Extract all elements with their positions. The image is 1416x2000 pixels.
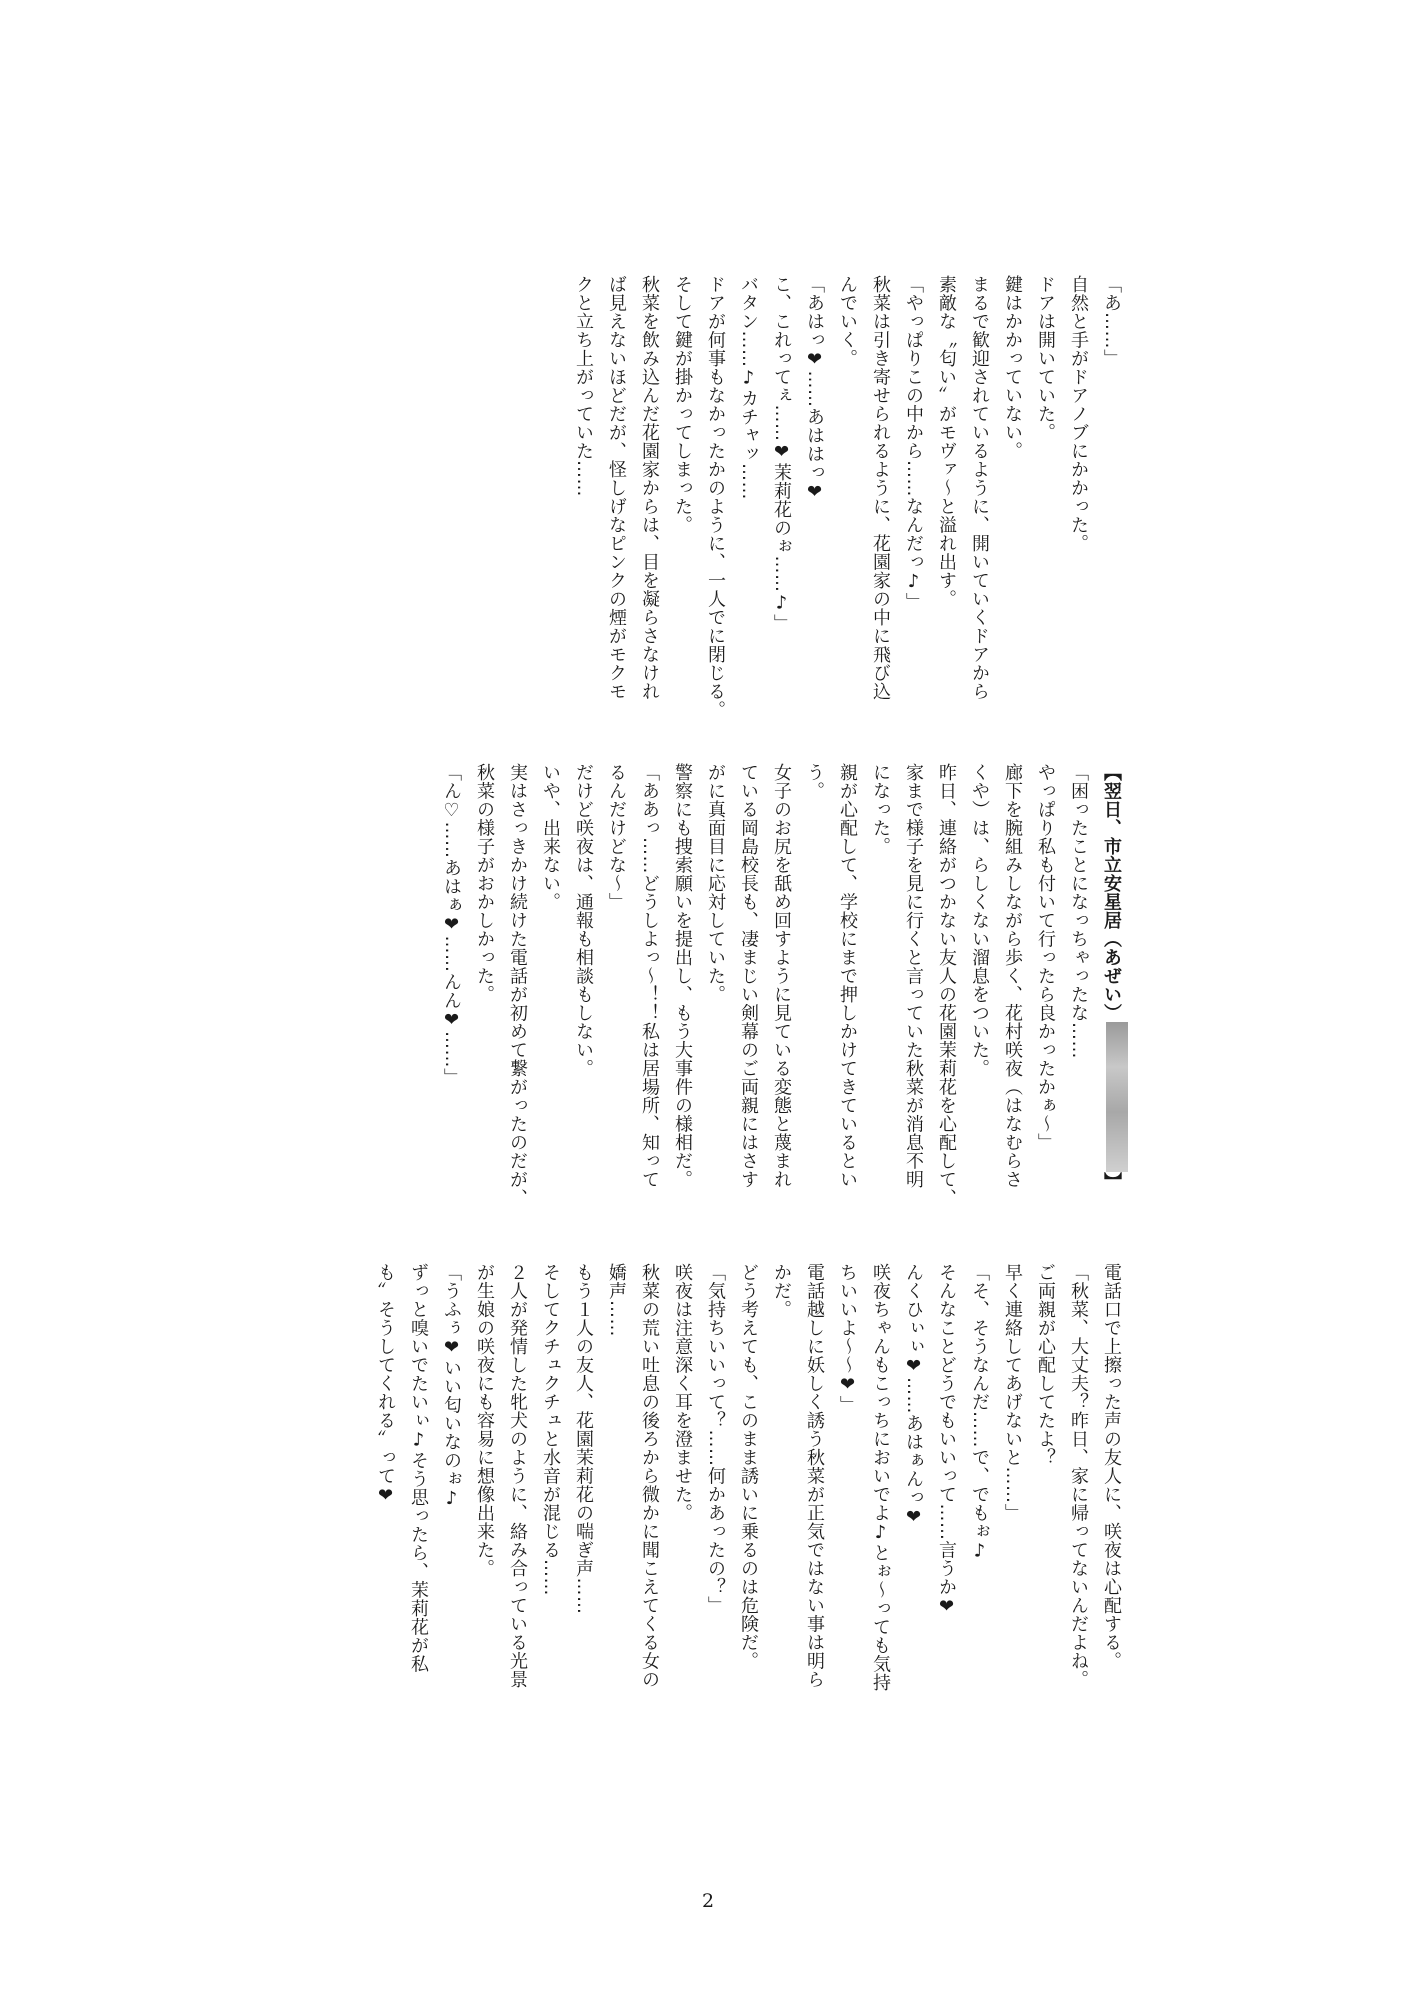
text-line: んでいく。 [837,275,858,368]
text-line: 実はさっきかけ続けた電話が初めて繋がったのだが、 [507,763,528,1207]
text-line: 「困ったことになっちゃったな…… [1068,763,1089,1059]
text-line: もう１人の友人、花園茉莉花の喘ぎ声…… [573,1263,594,1615]
section-heading [1095,763,1128,1258]
text-line: 秋菜の様子がおかしかった。 [474,763,495,1004]
text-line: 秋菜は引き寄せられるように、花園家の中に飛び込 [870,275,891,701]
text-line: 嬌声…… [606,1263,627,1337]
text-line: 秋菜の荒い吐息の後ろから微かに聞こえてくる女の [639,1263,660,1689]
text-line: どう考えても、このまま誘いに乗るのは危険だ。 [738,1263,759,1670]
text-line: そして鍵が掛かってしまった。 [672,275,693,534]
text-line: やっぱり私も付いて行ったら良かったかぁ～」 [1035,763,1056,1152]
text-line: 鍵はかかっていない。 [1002,275,1023,460]
text-line: まるで歓迎されているように、開いていくドアから [969,275,990,701]
section-heading-text: 【翌日、市立安星居（あぜい） [1101,763,1122,1022]
text-line: ている岡島校長も、凄まじい剣幕のご両親にはさす [738,763,759,1189]
text-line: ちいいよ～～❤」 [837,1263,858,1414]
text-line: 「そ、そうなんだ……で、でもぉ♪ [969,1263,990,1562]
text-line: 親が心配して、学校にまで押しかけてきているとい [837,763,858,1189]
page-number: 2 [701,1890,715,1912]
text-line: ずっと嗅いでたいぃ♪そう思ったら、茉莉花が私 [408,1263,429,1673]
text-line: 昨日、連絡がつかない友人の花園茉莉花を心配して、 [936,763,957,1207]
text-tier-bottom [248,1263,1128,1692]
text-line: クと立ち上がっていた…… [573,275,594,497]
text-line: がに真面目に応対していた。 [705,763,726,1004]
text-line: 電話越しに妖しく誘う秋菜が正気ではない事は明ら [804,1263,825,1689]
text-line: 家まで様子を見に行くと言っていた秋菜が消息不明 [903,763,924,1189]
text-line: こ、これってぇ……❤茉莉花のぉ……♪」 [771,275,792,633]
text-line: 電話口で上擦った声の友人に、咲夜は心配する。 [1101,1263,1122,1670]
text-line: ご両親が心配してたよ？ [1035,1263,1056,1467]
text-line: 「ああっ……どうしよっ～！！私は居場所、知って [639,763,660,1189]
text-line: になった。 [870,763,891,856]
text-line: 廊下を腕組みしながら歩く、花村咲夜（はなむらさ [1002,763,1023,1189]
text-line: んくひぃぃ❤……あはぁんっ❤ [903,1263,924,1528]
text-line: バタン……♪カチャッ…… [738,275,759,500]
text-line: るんだけどな～」 [606,763,627,911]
section-heading-close: 】 [1101,1172,1122,1191]
text-line: 咲夜は注意深く耳を澄ませた。 [672,1263,693,1522]
text-line: くや）は、らしくない溜息をついた。 [969,763,990,1078]
text-tier-top [248,275,1128,735]
text-line: ば見えないほどだが、怪しげなピンクの煙がモクモ [606,275,627,701]
text-line: 「秋菜、大丈夫？昨日、家に帰ってないんだよね。 [1068,1263,1089,1689]
text-line: いや、出来ない。 [540,763,561,911]
text-line: 素敵な〝匂い〟がモヴァ～と溢れ出す。 [936,275,957,608]
text-line: も〟そうしてくれる〟って❤ [375,1263,396,1507]
text-line: ドアは開いていた。 [1035,275,1056,442]
text-line: 自然と手がドアノブにかかった。 [1068,275,1089,553]
text-line: 「ん♡……あはぁ❤……んん❤……」 [441,763,462,1087]
text-line: 女子のお尻を舐め回すように見ている変態と蔑まれ [771,763,792,1189]
text-line: う。 [804,763,825,800]
text-line: 早く連絡してあげないと……」 [1002,1263,1023,1522]
text-line: 「気持ちいいって？……何かあったの？」 [705,1263,726,1615]
text-line: 秋菜を飲み込んだ花園家からは、目を凝らさなけれ [639,275,660,701]
censor-mosaic [1106,1022,1128,1172]
text-line: 「あはっ❤……あははっ❤ [804,275,825,503]
text-line: 「あ……」 [1101,275,1122,368]
text-line: 咲夜ちゃんもこっちにおいでよ♪とぉ～っても気持 [870,1263,891,1692]
text-line: だけど咲夜は、通報も相談もしない。 [573,763,594,1078]
text-line: 「やっぱりこの中から……なんだっ♪」 [903,275,924,611]
text-line: かだ。 [771,1263,792,1319]
text-line: ドアが何事もなかったかのように、一人でに閉じる。 [705,275,726,719]
text-line: 「うふぅ❤いい匂いなのぉ♪ [441,1263,462,1510]
text-line: そしてクチュクチュと水音が混じる…… [540,1263,561,1596]
text-line: 警察にも捜索願いを提出し、もう大事件の様相だ。 [672,763,693,1189]
text-line: が生娘の咲夜にも容易に想像出来た。 [474,1263,495,1578]
text-tier-middle [248,763,1128,1258]
text-line: そんなことどうでもいいって……言うか❤ [936,1263,957,1618]
text-line: ２人が発情した牝犬のように、絡み合っている光景 [507,1263,528,1689]
